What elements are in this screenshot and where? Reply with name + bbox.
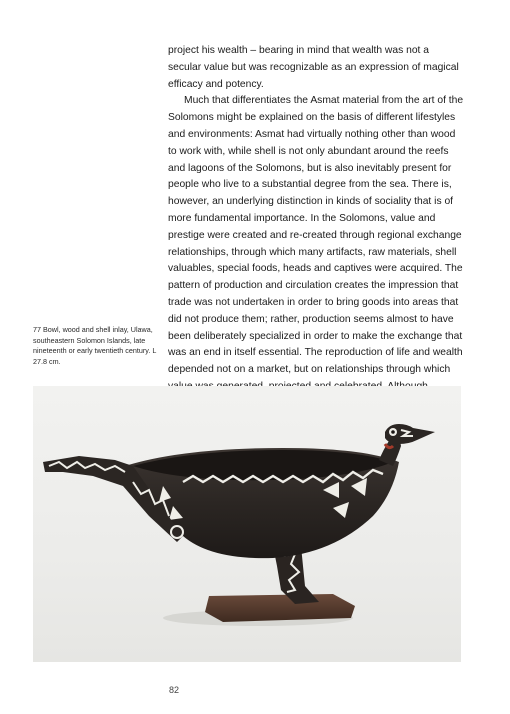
body-text [168, 43, 464, 396]
bowl-base [205, 594, 355, 622]
figure-photo [33, 386, 461, 662]
page-number: 82 [169, 685, 180, 695]
body-paragraph: Much that differentiates the Asmat material from the art of the Solomons might be explained on the basis of different lifestyles and environments: Asmat had virtually nothing other than wood to work with, while shell is not only abundant around the reefs and lagoons of the Solomons, but is also inevitably present for people who live to a substantial degree from the sea. There is, however, an underlying distinction in kinds of sociality that is of more fundamental importance. In the Solomons, value and prestige were created and re-created through regional exchange relationships, through which many artifacts, raw materials, shell valuables, special foods, heads and captives were acquired. The pattern of production and circulation creates the impression that trade was not undertaken in order to bring goods into areas that did not produce them; rather, production seems almost to have been deliberately specialized in order to make the exchange that was an end in itself essential. The reproduction of life and wealth depended not on a market, but on relationships through which [168, 95, 464, 376]
figure-caption: 77 Bowl, wood and shell inlay, Ulawa, southeastern Solomon Islands, late nineteenth or early twentieth century. L 27.8 cm. [33, 325, 157, 366]
body-paragraph: project his wealth – bearing in mind that wealth was not a secular value but was recognizable as an expression of magical efficacy and potency. [168, 45, 459, 90]
bird-bowl-illustration [33, 386, 461, 662]
tail-knob [171, 526, 183, 538]
bird-pupil [391, 430, 395, 434]
